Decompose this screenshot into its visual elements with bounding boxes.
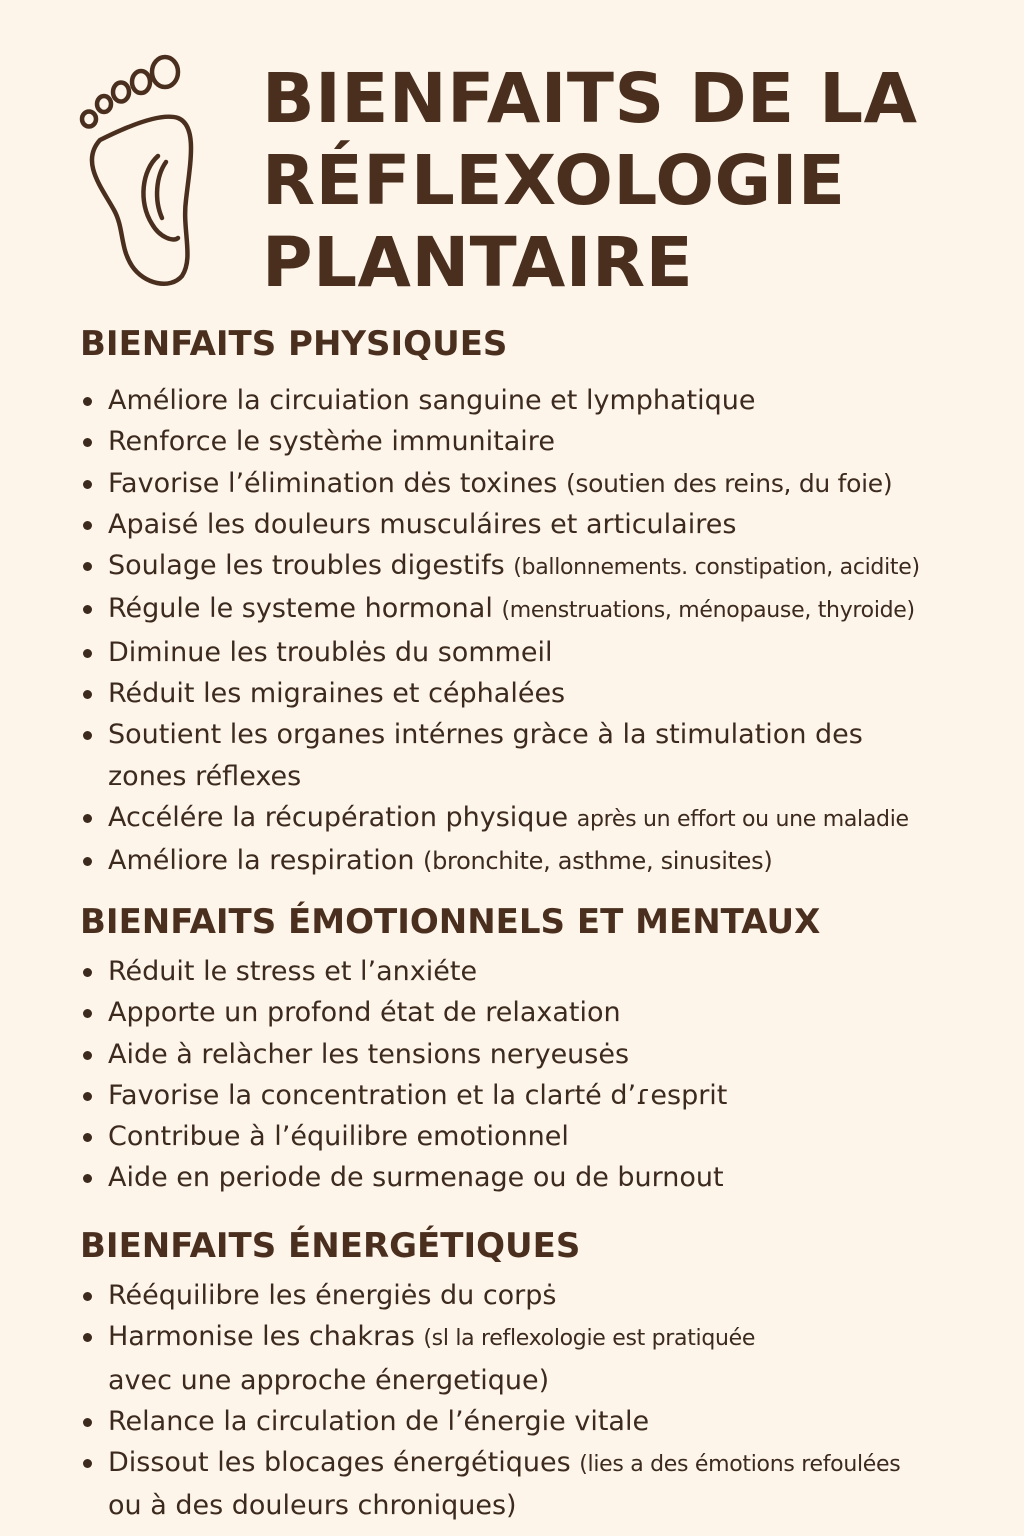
item-text: Renforce le systèṁe immunitaire [108,426,555,458]
list-item [80,545,1010,588]
benefit-list [80,380,1010,883]
item-text: Régule le systeme hormonal [108,593,493,625]
item-text: Améliore la circuiation sanguine et lymphatique [108,385,756,416]
item-text: Réduit le stress et l’anxiéte [108,956,478,987]
list-item [80,714,1010,797]
item-text: Améliore la respiration [108,845,415,877]
list-item [80,840,1010,882]
list-item [80,463,1010,504]
list-item [80,951,1010,992]
item-text: Rééquilibre les énergiės du corpṡ [108,1280,557,1311]
item-text-continued: avec une approche énergetique) [108,1364,550,1396]
item-text: Contribue à l’équilibre emotionnel [108,1121,569,1153]
item-note: (menstruations, ménopause, thyroide) [501,598,915,624]
list-item [80,1157,1010,1198]
list-item [80,421,1010,462]
item-note: (lies a des émotions refoulées [579,1452,901,1478]
section-title: BIENFAITS ÉNERGÉTIQUES [80,1226,581,1266]
title-line: BIENFAITS DE LA [262,59,918,139]
list-item [80,673,1010,714]
list-item [80,1034,1010,1075]
item-text: Accélére la récupération physique [108,801,569,833]
title-line: PLANTAIRE [262,223,694,303]
list-item [80,1075,1010,1116]
item-note: après un effort ou une maladie [576,806,909,832]
item-note: (ballonnements. constipation, acidite) [513,555,920,581]
list-item [80,504,1010,545]
foot-sole-icon [72,52,202,287]
item-text: Favorise la concentration et la clarté d’ɾesprit [108,1079,728,1111]
list-item [80,1116,1010,1157]
benefit-list [80,1275,1010,1527]
list-item [80,588,1010,631]
section-title: BIENFAITS PHYSIQUES [80,324,508,364]
list-item [80,632,1010,673]
item-text: Relance la circulation de l’énergie vitale [108,1405,650,1437]
item-text: Diminue les troublės du sommeil [108,636,553,668]
item-text-continued: ou à des douleurs chroniques) [108,1490,517,1522]
item-note: (bronchite, asthme, sinusites) [423,847,773,876]
benefit-list [80,951,1010,1199]
list-item [80,1442,1010,1527]
item-text: Réduit les migraines et céphalées [108,678,566,710]
item-text: Dissout les blocages énergétiques [108,1447,571,1479]
list-item [80,797,1010,840]
list-item [80,1275,1010,1316]
item-text: Apporte un profond état de relaxation [108,997,621,1029]
item-text: Apaisé les douleurs musculáires et articulaires [108,508,737,540]
item-text: Soutient les organes intérnes gràce à la stimulation des [108,719,863,751]
item-text: Aide à relàcher les tensions neryeusės [108,1038,630,1070]
item-text: Favorise l’élimination dės toxines [108,467,558,499]
title-line: RÉFLEXOLOGIE [262,141,846,221]
item-text: Soulage les troubles digestifs [108,550,505,582]
item-note: (sl la reflexologie est pratiquée [423,1326,756,1352]
section-emotional-benefits [80,900,1010,1199]
header [0,0,1024,320]
list-item [80,1316,1010,1401]
section-energy-benefits [80,1224,1010,1527]
item-text: Aide en periode de surmenage ou de burnout [108,1162,724,1194]
section-physical-benefits [80,322,1010,883]
section-title: BIENFAITS ÉMOTIONNELS ET MENTAUX [80,902,821,942]
list-item [80,380,1010,421]
item-text: Harmonise les chakras [108,1321,415,1353]
list-item [80,1401,1010,1442]
item-text-continued: zones réflexes [108,760,302,792]
main-title [262,58,1002,304]
list-item [80,992,1010,1033]
item-note: (soutien des reins, du foie) [565,468,893,498]
